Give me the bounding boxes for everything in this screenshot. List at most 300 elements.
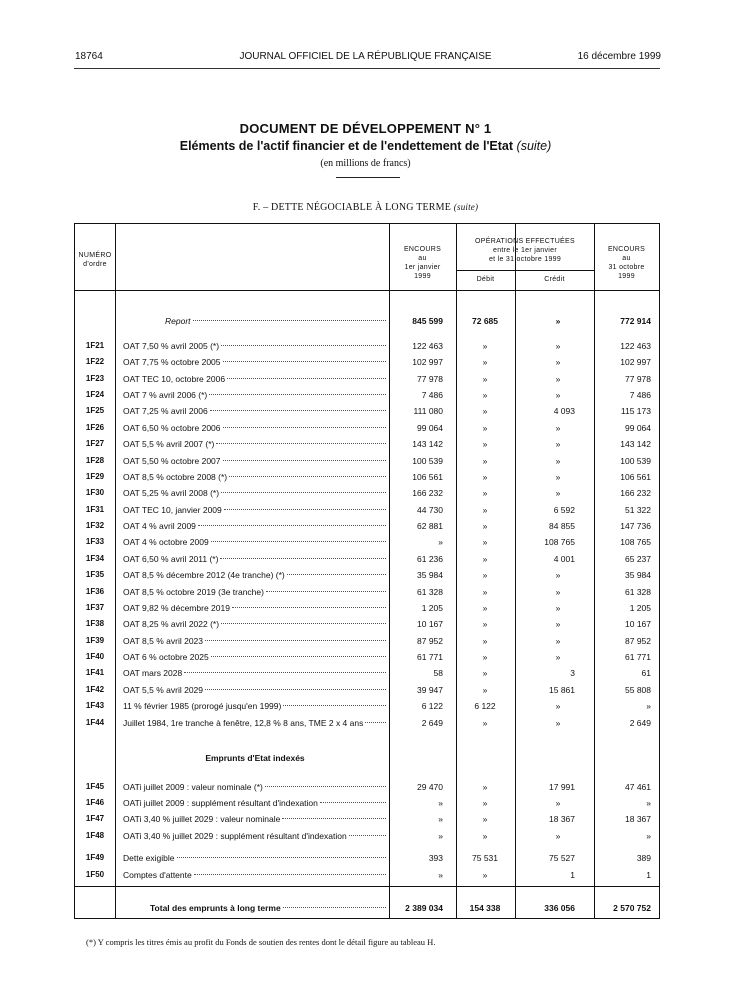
table-row <box>75 868 659 882</box>
header-operations <box>456 237 594 264</box>
table-row <box>75 470 659 484</box>
row-credit: 108 765 <box>544 537 575 548</box>
row-encours-end: 47 461 <box>625 782 651 792</box>
row-encours-start: 29 470 <box>417 782 443 792</box>
row-label <box>123 683 386 697</box>
report-label-text: Report <box>165 316 191 326</box>
row-encours-start: 111 080 <box>413 406 443 417</box>
row-encours-end: 99 064 <box>625 422 651 433</box>
row-label-text: OAT 6 % octobre 2025 <box>123 652 209 663</box>
row-code: 1F37 <box>85 602 105 612</box>
table-row <box>75 437 659 451</box>
table-row <box>75 634 659 648</box>
row-encours-end: 1 205 <box>629 602 651 613</box>
table-row <box>75 601 659 615</box>
row-code: 1F49 <box>85 853 105 862</box>
row-credit: » <box>555 717 561 728</box>
report-debit: 72 685 <box>472 316 498 326</box>
row-encours-end: 61 328 <box>625 586 651 597</box>
leader-dots <box>223 361 387 362</box>
debt-table <box>74 223 660 919</box>
leader-dots <box>220 558 386 559</box>
row-label-text: 11 % février 1985 (prorogé jusqu'en 1999) <box>123 701 282 712</box>
row-code: 1F32 <box>85 521 105 531</box>
table-row <box>75 388 659 402</box>
leader-dots <box>229 476 386 477</box>
row-label-text: OAT 7,50 % avril 2005 (*) <box>123 341 220 351</box>
table-row <box>75 535 659 549</box>
leader-dots <box>221 345 386 346</box>
header-ops-line1: OPÉRATIONS EFFECTUÉES <box>475 238 575 245</box>
row-encours-end: 10 167 <box>625 619 651 630</box>
indexed-section-title: Emprunts d'Etat indexés <box>205 753 305 763</box>
row-encours-start: 122 463 <box>412 341 443 351</box>
row-code: 1F45 <box>85 782 105 791</box>
row-encours-start: 62 881 <box>417 521 443 532</box>
row-label <box>123 388 386 402</box>
leader-dots <box>266 591 386 592</box>
row-label-text: OATi juillet 2009 : supplément résultant d'indexation <box>123 798 318 809</box>
row-debit: » <box>482 471 488 482</box>
table-row <box>75 812 659 826</box>
row-encours-end: 35 984 <box>625 570 651 581</box>
row-encours-end: 106 561 <box>620 471 651 482</box>
header-numero-line1: NUMÉRO <box>78 252 112 259</box>
row-label-text: OAT TEC 10, janvier 2009 <box>123 504 222 515</box>
row-label <box>123 634 386 648</box>
row-label <box>123 829 386 843</box>
leader-dots <box>282 818 386 819</box>
row-label-text: OAT 8,5 % décembre 2012 (4e tranche) (*) <box>123 570 285 581</box>
table-row <box>75 568 659 582</box>
row-code: 1F22 <box>85 357 105 367</box>
row-debit: » <box>482 668 488 679</box>
total-encours-end: 2 570 752 <box>613 903 651 913</box>
header-encours2-line4: 1999 <box>618 273 635 280</box>
row-label-text: OAT 5,25 % avril 2008 (*) <box>123 488 220 499</box>
table-row <box>75 666 659 680</box>
title-rule <box>336 177 400 178</box>
total-credit: 336 056 <box>544 903 575 913</box>
row-encours-start: » <box>438 537 443 548</box>
row-encours-end: 122 463 <box>620 341 651 351</box>
row-encours-start: 99 064 <box>417 422 443 433</box>
header-encours2-line3: 31 octobre <box>608 264 645 271</box>
row-code: 1F39 <box>85 635 105 645</box>
row-encours-start: 1 205 <box>421 602 443 613</box>
row-encours-start: 61 771 <box>417 652 443 663</box>
row-encours-start: 39 947 <box>417 684 443 695</box>
row-credit: 4 093 <box>553 406 575 417</box>
table-row <box>75 699 659 713</box>
row-credit: » <box>555 357 561 368</box>
row-label-text: OAT 8,5 % octobre 2008 (*) <box>123 471 228 482</box>
row-code: 1F29 <box>85 471 105 481</box>
row-encours-start: » <box>438 814 443 825</box>
total-encours-start: 2 389 034 <box>405 903 443 913</box>
row-encours-start: » <box>438 798 443 809</box>
units-note: (en millions de francs) <box>320 158 411 169</box>
row-label-text: OAT 8,25 % avril 2022 (*) <box>123 619 220 630</box>
row-label-text: Comptes d'attente <box>123 869 192 880</box>
row-label <box>123 585 386 599</box>
leader-dots <box>283 907 386 908</box>
row-encours-start: 106 561 <box>412 471 443 482</box>
row-debit: » <box>482 455 488 466</box>
row-label <box>123 421 386 435</box>
row-credit: » <box>555 586 561 597</box>
row-debit: » <box>482 619 488 630</box>
table-row <box>75 552 659 566</box>
row-encours-start: 143 142 <box>412 439 443 450</box>
row-label-text: Dette exigible <box>123 853 175 863</box>
section-suite: (suite) <box>453 202 479 212</box>
row-label-text: OAT mars 2028 <box>123 668 183 679</box>
row-code: 1F31 <box>85 504 105 514</box>
row-label-text: OATi juillet 2009 : valeur nominale (*) <box>123 782 263 792</box>
report-encours-end: 772 914 <box>620 316 651 326</box>
row-debit: » <box>482 570 488 581</box>
leader-dots <box>283 705 386 706</box>
row-label-text: OAT TEC 10, octobre 2006 <box>123 373 226 384</box>
header-encours1-line3: 1er janvier <box>404 264 441 271</box>
row-label-text: OAT 4 % octobre 2009 <box>123 537 209 548</box>
row-credit: » <box>555 830 561 841</box>
report-label <box>165 314 386 328</box>
row-encours-end: » <box>646 830 651 841</box>
header-ops-line3: et le 31 octobre 1999 <box>488 256 562 263</box>
row-credit: » <box>555 341 561 351</box>
ops-header-line <box>456 270 594 271</box>
row-credit: 3 <box>570 668 575 679</box>
row-code: 1F44 <box>85 717 105 727</box>
row-label <box>123 812 386 826</box>
row-debit: » <box>482 635 488 646</box>
row-debit: » <box>482 717 488 728</box>
row-encours-start: 87 952 <box>417 635 443 646</box>
row-debit: » <box>482 798 488 809</box>
leader-dots <box>221 492 386 493</box>
row-label-text: OAT 7,25 % avril 2006 <box>123 406 208 417</box>
row-code: 1F30 <box>85 488 105 498</box>
row-debit: 6 122 <box>474 701 496 712</box>
row-label <box>123 780 386 794</box>
row-code: 1F48 <box>85 830 105 840</box>
row-encours-end: 51 322 <box>625 504 651 515</box>
header-encours1-line4: 1999 <box>414 273 431 280</box>
row-encours-end: 2 649 <box>629 717 651 728</box>
row-code: 1F46 <box>85 798 105 808</box>
total-label-text: Total des emprunts à long terme <box>150 903 281 913</box>
row-label-text: OAT 8,5 % avril 2023 <box>123 635 204 646</box>
row-code: 1F24 <box>85 390 105 400</box>
leader-dots <box>193 320 386 321</box>
row-credit: » <box>555 798 561 809</box>
leader-dots <box>224 509 386 510</box>
report-credit: » <box>555 316 561 326</box>
row-debit: » <box>482 422 488 433</box>
row-label-text: OATi 3,40 % juillet 2029 : supplément résultant d'indexation <box>123 830 347 841</box>
row-encours-start: 7 486 <box>421 390 443 401</box>
leader-dots <box>205 689 386 690</box>
row-debit: » <box>482 521 488 532</box>
row-credit: » <box>555 652 561 663</box>
row-label-text: Juillet 1984, 1re tranche à fenêtre, 12,8 % 8 ans, TME 2 x 4 ans <box>123 717 364 728</box>
row-encours-start: 61 236 <box>417 553 443 564</box>
table-row <box>75 716 659 730</box>
header-encours1-line1: ENCOURS <box>403 246 442 253</box>
row-label-text: OAT 7,75 % octobre 2005 <box>123 357 221 368</box>
row-code: 1F28 <box>85 455 105 465</box>
header-debit: Débit <box>476 276 495 283</box>
header-numero <box>75 251 115 269</box>
header-encours-end <box>594 245 659 281</box>
row-encours-start: 166 232 <box>412 488 443 499</box>
row-encours-start: 77 978 <box>417 373 443 384</box>
leader-dots <box>211 541 386 542</box>
row-credit: » <box>555 635 561 646</box>
row-credit: 15 861 <box>549 684 575 695</box>
row-encours-end: » <box>646 798 651 809</box>
row-label-text: OAT 5,5 % avril 2007 (*) <box>123 439 215 450</box>
row-credit: 18 367 <box>549 814 575 825</box>
leader-dots <box>211 656 386 657</box>
table-row <box>75 355 659 369</box>
row-credit: 6 592 <box>553 504 575 515</box>
footnote: (*) Y compris les titres émis au profit du Fonds de soutien des rentes dont le détail figure au tableau H. <box>86 937 436 947</box>
journal-title: JOURNAL OFFICIEL DE LA RÉPUBLIQUE FRANÇAISE <box>239 51 492 62</box>
table-row <box>75 796 659 810</box>
row-code: 1F35 <box>85 570 105 580</box>
row-code: 1F33 <box>85 537 105 547</box>
row-debit: » <box>482 586 488 597</box>
row-label-text: OAT 8,5 % octobre 2019 (3e tranche) <box>123 586 264 597</box>
row-encours-end: 389 <box>636 853 651 863</box>
header-rule <box>74 68 660 69</box>
issue-date: 16 décembre 1999 <box>577 51 661 62</box>
row-debit: » <box>482 341 488 351</box>
row-code: 1F41 <box>85 668 105 678</box>
row-credit: 4 001 <box>553 553 575 564</box>
document-title: DOCUMENT DE DÉVELOPPEMENT N° 1 <box>239 121 492 136</box>
header-encours2-line1: ENCOURS <box>607 246 646 253</box>
header-encours2-line2: au <box>622 255 631 262</box>
leader-dots <box>194 874 386 875</box>
leader-dots <box>209 394 386 395</box>
table-row <box>75 486 659 500</box>
row-debit: » <box>482 504 488 515</box>
row-encours-end: 147 736 <box>620 521 651 532</box>
row-encours-start: 6 122 <box>421 701 443 712</box>
row-credit: » <box>555 488 561 499</box>
row-code: 1F25 <box>85 406 105 416</box>
table-row <box>75 503 659 517</box>
table-row <box>75 519 659 533</box>
document-subtitle <box>0 139 731 153</box>
row-credit: » <box>555 455 561 466</box>
row-encours-end: 166 232 <box>620 488 651 499</box>
row-code: 1F43 <box>85 701 105 711</box>
row-encours-start: 10 167 <box>417 619 443 630</box>
row-label-text: OAT 6,50 % avril 2011 (*) <box>123 553 219 564</box>
leader-dots <box>232 607 386 608</box>
row-credit: » <box>555 439 561 450</box>
row-label-text: OATi 3,40 % juillet 2029 : valeur nominale <box>123 814 281 825</box>
row-label-text: OAT 9,82 % décembre 2019 <box>123 602 230 613</box>
leader-dots <box>365 722 386 723</box>
row-label-text: OAT 5,50 % octobre 2007 <box>123 455 221 466</box>
leader-dots <box>177 857 386 858</box>
row-encours-end: 1 <box>646 869 651 880</box>
row-label <box>123 404 386 418</box>
row-encours-start: 100 539 <box>412 455 443 466</box>
table-row <box>75 617 659 631</box>
row-encours-start: 2 649 <box>421 717 443 728</box>
row-encours-start: 35 984 <box>417 570 443 581</box>
header-credit: Crédit <box>544 276 565 283</box>
row-credit: 75 527 <box>549 853 575 863</box>
row-code: 1F26 <box>85 422 105 432</box>
row-label <box>123 519 386 533</box>
row-label <box>123 650 386 664</box>
table-row <box>75 421 659 435</box>
leader-dots <box>210 410 386 411</box>
row-encours-start: 393 <box>428 853 443 863</box>
table-row <box>75 585 659 599</box>
row-credit: » <box>555 422 561 433</box>
row-debit: » <box>482 390 488 401</box>
row-encours-end: 61 771 <box>625 652 651 663</box>
leader-dots <box>227 378 386 379</box>
leader-dots <box>223 460 387 461</box>
row-credit: 17 991 <box>549 782 575 792</box>
row-encours-end: 100 539 <box>620 455 651 466</box>
row-encours-end: 7 486 <box>629 390 651 401</box>
row-encours-start: » <box>438 869 443 880</box>
row-label <box>123 796 386 810</box>
row-code: 1F21 <box>85 341 105 350</box>
row-label <box>123 851 386 865</box>
row-encours-end: 77 978 <box>625 373 651 384</box>
leader-dots <box>287 574 386 575</box>
row-debit: » <box>482 537 488 548</box>
row-code: 1F23 <box>85 373 105 383</box>
leader-dots <box>320 802 386 803</box>
table-row <box>75 372 659 386</box>
leader-dots <box>198 525 386 526</box>
row-debit: » <box>482 373 488 384</box>
row-encours-end: 55 808 <box>625 684 651 695</box>
total-label <box>150 901 386 915</box>
row-encours-end: 61 <box>641 668 651 679</box>
row-encours-start: 102 997 <box>412 357 443 368</box>
row-debit: » <box>482 488 488 499</box>
row-code: 1F50 <box>85 869 105 879</box>
row-encours-start: 44 730 <box>417 504 443 515</box>
header-encours1-line2: au <box>418 255 427 262</box>
row-debit: » <box>482 814 488 825</box>
row-label-text: OAT 7 % avril 2006 (*) <box>123 390 208 401</box>
row-credit: » <box>555 602 561 613</box>
leader-dots <box>205 640 386 641</box>
row-credit: 1 <box>570 869 575 880</box>
row-credit: » <box>555 570 561 581</box>
table-row <box>75 851 659 865</box>
header-numero-line2: d'ordre <box>83 261 107 268</box>
row-label <box>123 372 386 386</box>
row-debit: » <box>482 406 488 417</box>
row-label <box>123 568 386 582</box>
row-debit: » <box>482 830 488 841</box>
row-code: 1F47 <box>85 814 105 824</box>
row-debit: » <box>482 357 488 368</box>
row-label <box>123 437 386 451</box>
row-label <box>123 868 386 882</box>
leader-dots <box>216 443 386 444</box>
row-label-text: OAT 5,5 % avril 2029 <box>123 684 204 695</box>
row-code: 1F42 <box>85 684 105 694</box>
leader-dots <box>223 427 387 428</box>
header-encours-start <box>389 245 456 281</box>
row-encours-start: » <box>438 830 443 841</box>
report-encours-start: 845 599 <box>412 316 443 326</box>
row-debit: » <box>482 439 488 450</box>
table-row <box>75 683 659 697</box>
subtitle-suite: (suite) <box>516 139 552 153</box>
row-credit: » <box>555 390 561 401</box>
row-label <box>123 535 386 549</box>
row-encours-end: 115 173 <box>620 406 651 417</box>
row-encours-start: 61 328 <box>417 586 443 597</box>
row-label <box>123 339 386 353</box>
page-number: 18764 <box>75 51 103 62</box>
header-bottom-line <box>75 290 659 291</box>
total-debit: 154 338 <box>469 903 501 913</box>
row-debit: » <box>482 782 488 792</box>
row-code: 1F36 <box>85 586 105 596</box>
row-encours-end: 18 367 <box>625 814 651 825</box>
row-label <box>123 666 386 680</box>
row-debit: » <box>482 684 488 695</box>
row-credit: » <box>555 619 561 630</box>
row-debit: » <box>482 602 488 613</box>
row-label <box>123 552 386 566</box>
row-encours-end: 143 142 <box>620 439 651 450</box>
row-label <box>123 601 386 615</box>
row-label <box>123 454 386 468</box>
table-row <box>75 404 659 418</box>
row-credit: » <box>555 701 561 712</box>
leader-dots <box>184 672 386 673</box>
row-label <box>123 470 386 484</box>
subtitle-text: Eléments de l'actif financier et de l'endettement de l'Etat <box>179 139 514 153</box>
row-label-text: OAT 4 % avril 2009 <box>123 521 196 532</box>
row-encours-end: 102 997 <box>620 357 651 368</box>
row-code: 1F38 <box>85 619 105 629</box>
row-encours-end: 65 237 <box>625 553 651 564</box>
row-credit: » <box>555 373 561 384</box>
row-code: 1F40 <box>85 652 105 662</box>
report-row <box>75 314 659 328</box>
table-row <box>75 829 659 843</box>
row-label-text: OAT 6,50 % octobre 2006 <box>123 422 221 433</box>
row-credit: » <box>555 471 561 482</box>
row-encours-end: » <box>646 701 651 712</box>
leader-dots <box>221 623 386 624</box>
table-row <box>75 650 659 664</box>
row-debit: » <box>482 652 488 663</box>
table-row <box>75 780 659 794</box>
